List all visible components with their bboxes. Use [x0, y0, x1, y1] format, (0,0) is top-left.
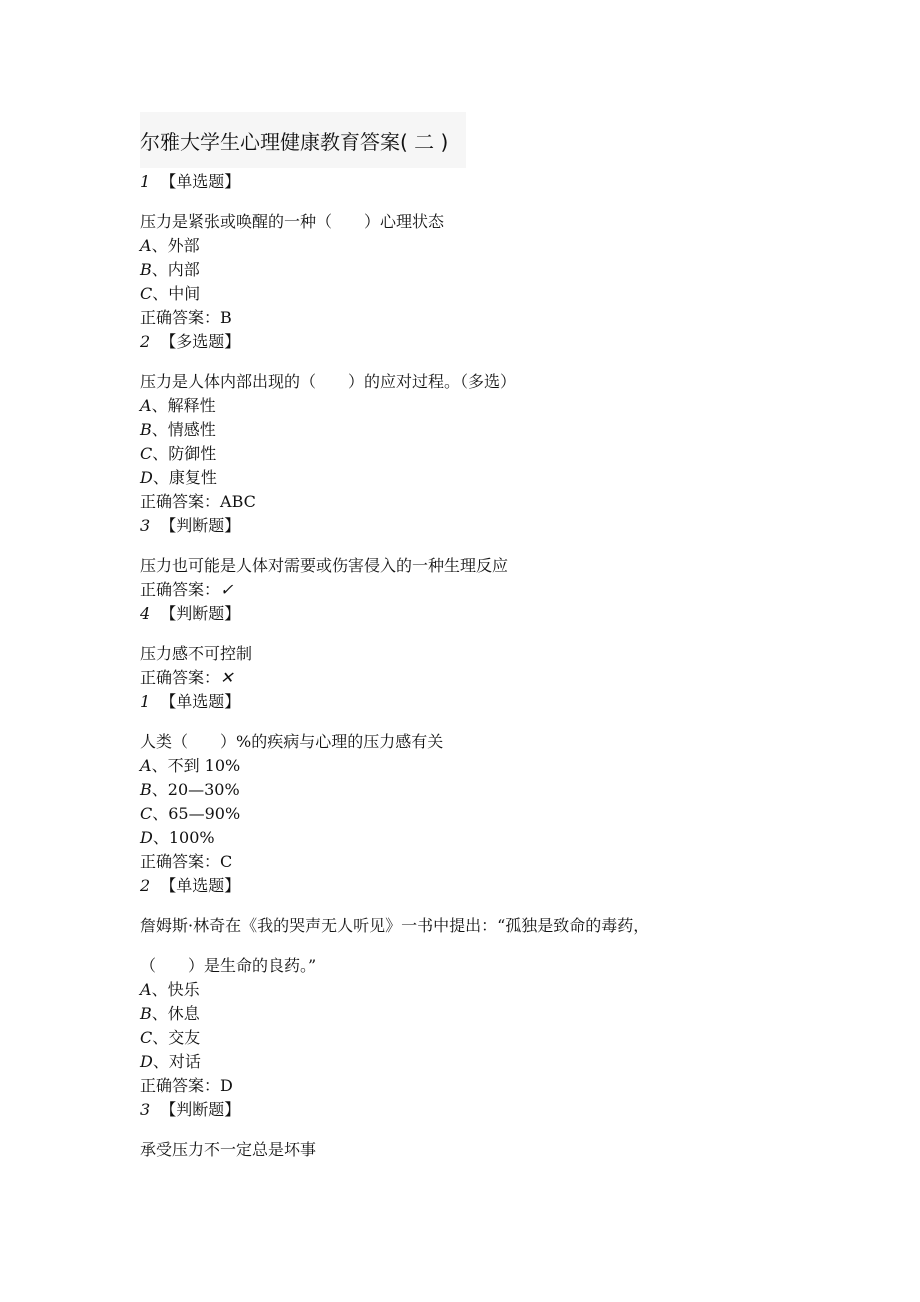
option-letter: D — [140, 1052, 153, 1071]
question-number: 3 — [140, 1100, 151, 1119]
correct-answer — [140, 306, 840, 330]
question-stem-continued: （ ）是生命的良药。” — [140, 956, 317, 975]
option-text: 、中间 — [152, 284, 201, 303]
option-text: 、不到 10% — [151, 756, 241, 775]
option-letter: B — [140, 420, 152, 439]
option-text: 、内部 — [151, 260, 200, 279]
option-text: 、对话 — [152, 1052, 201, 1071]
question-number: 4 — [140, 604, 151, 623]
question-header — [140, 602, 840, 626]
question-header — [140, 514, 840, 538]
option-text: 、快乐 — [151, 980, 200, 999]
question-block — [140, 170, 840, 330]
option-letter: A — [140, 396, 152, 415]
answer-label: 正确答案： — [140, 852, 221, 871]
correct-answer — [140, 578, 840, 602]
answer-label: 正确答案： — [140, 668, 221, 687]
question-number: 2 — [140, 332, 151, 351]
option-text: 、休息 — [151, 1004, 200, 1023]
question-header — [140, 1098, 840, 1122]
question-type: 【多选题】 — [160, 332, 241, 351]
option-text: 、康复性 — [152, 468, 217, 487]
question-block — [140, 330, 840, 514]
option-letter: C — [140, 804, 153, 823]
option-letter: C — [140, 1028, 153, 1047]
option-a — [140, 978, 840, 1002]
option-letter: D — [140, 828, 153, 847]
question-stem: 詹姆斯·林奇在《我的哭声无人听见》一书中提出：“孤独是致命的毒药， — [140, 916, 650, 935]
option-letter: C — [140, 444, 153, 463]
answer-label: 正确答案： — [140, 1076, 221, 1095]
option-c — [140, 1026, 840, 1050]
answer-label: 正确答案： — [140, 308, 221, 327]
option-c — [140, 802, 840, 826]
answer-value: C — [220, 852, 233, 871]
correct-answer — [140, 850, 840, 874]
option-letter: D — [140, 468, 153, 487]
question-type: 【判断题】 — [160, 516, 241, 535]
option-letter: A — [140, 980, 152, 999]
option-b — [140, 1002, 840, 1026]
option-a — [140, 234, 840, 258]
option-a — [140, 754, 840, 778]
option-text: 、外部 — [151, 236, 200, 255]
option-letter: B — [140, 260, 152, 279]
question-number: 3 — [140, 516, 151, 535]
answer-label: 正确答案： — [140, 580, 221, 599]
question-number: 2 — [140, 876, 151, 895]
question-block — [140, 874, 840, 1098]
question-number: 1 — [140, 172, 151, 191]
question-block — [140, 690, 840, 874]
option-d — [140, 1050, 840, 1074]
option-letter: C — [140, 284, 153, 303]
option-text: 、65—90% — [152, 804, 241, 823]
option-letter: A — [140, 756, 152, 775]
question-block — [140, 1098, 840, 1162]
question-list — [140, 170, 840, 1162]
option-d — [140, 826, 840, 850]
question-stem: 压力也可能是人体对需要或伤害侵入的一种生理反应 — [140, 556, 509, 575]
question-type: 【判断题】 — [160, 604, 241, 623]
correct-answer — [140, 666, 840, 690]
option-c — [140, 282, 840, 306]
question-type: 【单选题】 — [160, 172, 241, 191]
question-type: 【单选题】 — [160, 692, 241, 711]
option-text: 、解释性 — [151, 396, 216, 415]
option-a — [140, 394, 840, 418]
question-stem: 压力是人体内部出现的（ ）的应对过程。（多选） — [140, 372, 517, 391]
question-type: 【单选题】 — [160, 876, 241, 895]
option-text: 、防御性 — [152, 444, 217, 463]
question-stem: 人类（ ）%的疾病与心理的压力感有关 — [140, 732, 444, 751]
option-d — [140, 466, 840, 490]
cross-mark-icon: ✕ — [220, 668, 234, 687]
question-block — [140, 602, 840, 690]
option-b — [140, 778, 840, 802]
question-header — [140, 690, 840, 714]
option-text: 、100% — [152, 828, 215, 847]
option-text: 、交友 — [152, 1028, 201, 1047]
correct-answer — [140, 490, 840, 514]
question-header — [140, 170, 840, 194]
option-letter: B — [140, 780, 152, 799]
option-letter: B — [140, 1004, 152, 1023]
question-header — [140, 330, 840, 354]
option-b — [140, 258, 840, 282]
question-stem: 承受压力不一定总是坏事 — [140, 1140, 317, 1159]
question-stem: 压力是紧张或唤醒的一种（ ）心理状态 — [140, 212, 445, 231]
answer-label: 正确答案： — [140, 492, 221, 511]
option-letter: A — [140, 236, 152, 255]
answer-value: B — [220, 308, 232, 327]
answer-value: D — [220, 1076, 233, 1095]
question-type: 【判断题】 — [160, 1100, 241, 1119]
answer-value: ABC — [220, 492, 256, 511]
question-stem: 压力感不可控制 — [140, 644, 253, 663]
option-text: 、情感性 — [151, 420, 216, 439]
option-text: 、20—30% — [151, 780, 240, 799]
option-b — [140, 418, 840, 442]
correct-answer — [140, 1074, 840, 1098]
option-c — [140, 442, 840, 466]
question-header — [140, 874, 840, 898]
check-mark-icon: ✓ — [220, 580, 234, 599]
document-title: 尔雅大学生心理健康教育答案( 二 ) — [140, 130, 449, 154]
question-block — [140, 514, 840, 602]
question-number: 1 — [140, 692, 151, 711]
